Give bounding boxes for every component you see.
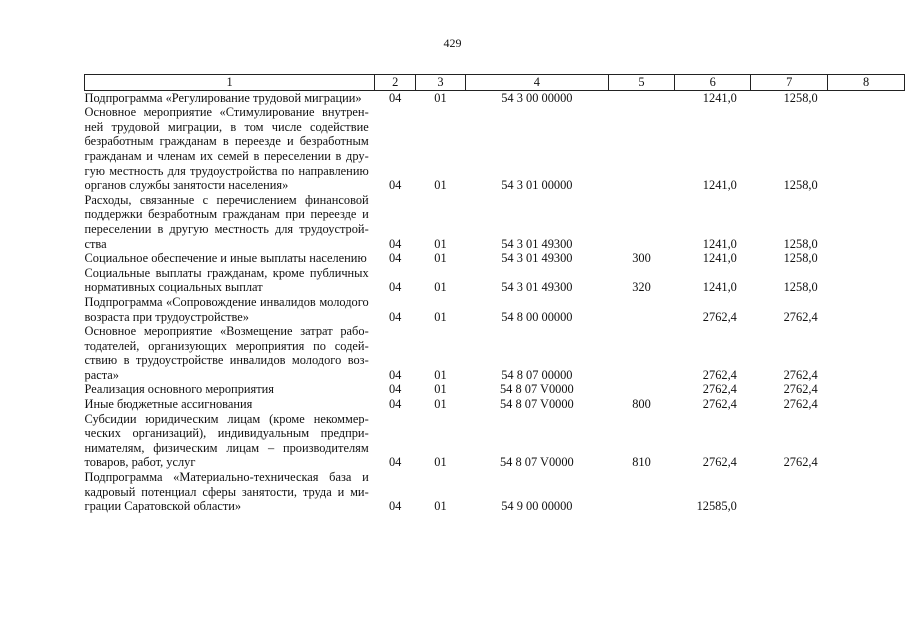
cell-expense-type: 300 [632, 251, 651, 266]
cell-amount-col7: 2762,4 [783, 367, 818, 382]
cell-amount-col7: 1258,0 [783, 90, 818, 105]
cell-section: 04 [388, 455, 402, 470]
row-description: Субсидии юридическим лицам (кроме некоммерческих организаций), индивидуальным предпринимателям, физическим лицам – производителям товаров, работ, услуг [84, 411, 369, 470]
cell-amount-col7: 1258,0 [783, 251, 818, 266]
row-description: Реализация основного мероприятия [84, 382, 274, 397]
page-number: 429 [443, 36, 462, 50]
cell-amount-col6: 2762,4 [702, 382, 737, 397]
cell-target-article: 54 8 07 V0000 [499, 397, 574, 412]
row-description: Основное мероприятие «Возмещение затрат работодателей, организующих мероприятия по содействию в трудоустройстве инвалидов молодого возраста» [84, 324, 369, 382]
cell-amount-col8 [828, 324, 905, 382]
cell-section: 04 [388, 367, 402, 382]
cell-expense-type [608, 295, 674, 324]
cell-subsection: 01 [434, 280, 447, 295]
cell-amount-col7: 1258,0 [783, 236, 818, 251]
cell-section: 04 [388, 397, 402, 412]
cell-target-article: 54 3 01 49300 [501, 251, 573, 266]
cell-target-article: 54 3 01 49300 [501, 280, 573, 295]
table-row [85, 105, 905, 193]
cell-expense-type: 800 [632, 397, 651, 412]
cell-section: 04 [388, 236, 402, 251]
cell-amount-col6: 2762,4 [702, 309, 737, 324]
cell-amount-col8 [828, 266, 905, 295]
cell-section: 04 [388, 90, 402, 105]
row-description: Расходы, связанные с перечислением финансовой поддержки безработным гражданам при переезде и переселении в другую местность для трудоустройства [84, 192, 369, 251]
cell-subsection: 01 [434, 90, 447, 105]
cell-subsection: 01 [434, 397, 447, 412]
cell-subsection: 01 [434, 367, 447, 382]
cell-amount-col6: 1241,0 [702, 90, 737, 105]
cell-amount-col6: 1241,0 [702, 178, 737, 193]
row-description: Социальное обеспечение и иные выплаты населению [84, 251, 367, 266]
cell-amount-col6: 1241,0 [702, 236, 737, 251]
column-header: 2 [375, 75, 416, 91]
column-header: 8 [828, 75, 905, 91]
table-row [85, 251, 905, 266]
row-description: Подпрограмма «Регулирование трудовой миграции» [84, 90, 362, 105]
cell-target-article: 54 8 07 V0000 [499, 382, 574, 397]
cell-amount-col6: 12585,0 [696, 499, 737, 514]
cell-amount-col7: 2762,4 [783, 309, 818, 324]
cell-expense-type [608, 470, 674, 514]
cell-amount-col7: 2762,4 [783, 455, 818, 470]
cell-amount-col6: 1241,0 [702, 280, 737, 295]
cell-amount-col8 [828, 251, 905, 266]
table-row [85, 470, 905, 514]
cell-expense-type [608, 382, 674, 397]
cell-amount-col8 [828, 397, 905, 412]
cell-expense-type [608, 193, 674, 251]
column-header: 1 [85, 75, 375, 91]
cell-subsection: 01 [434, 499, 447, 514]
cell-amount-col7: 2762,4 [783, 382, 818, 397]
cell-amount-col7: 2762,4 [783, 397, 818, 412]
cell-target-article: 54 9 00 00000 [501, 499, 573, 514]
cell-amount-col8 [828, 295, 905, 324]
cell-target-article: 54 8 07 00000 [501, 367, 573, 382]
cell-section: 04 [388, 280, 402, 295]
cell-amount-col6: 1241,0 [702, 251, 737, 266]
cell-target-article: 54 8 00 00000 [501, 309, 573, 324]
cell-subsection: 01 [434, 455, 447, 470]
cell-section: 04 [388, 499, 402, 514]
column-header: 3 [416, 75, 466, 91]
column-header: 4 [465, 75, 608, 91]
cell-amount-col6: 2762,4 [702, 397, 737, 412]
cell-expense-type: 810 [632, 455, 651, 470]
table-row [85, 266, 905, 295]
table-header-row [85, 75, 905, 91]
cell-expense-type [608, 105, 674, 193]
table-row [85, 295, 905, 324]
table-row [85, 324, 905, 382]
table-row [85, 382, 905, 397]
column-header: 7 [751, 75, 828, 91]
table-row [85, 90, 905, 105]
row-description: Подпрограмма «Сопровождение инвалидов молодого возраста при трудоустройстве» [84, 294, 369, 324]
cell-expense-type [608, 90, 674, 105]
cell-expense-type: 320 [632, 280, 651, 295]
cell-expense-type [608, 324, 674, 382]
cell-amount-col8 [828, 193, 905, 251]
cell-amount-col8 [828, 382, 905, 397]
cell-section: 04 [388, 382, 402, 397]
cell-section: 04 [388, 309, 402, 324]
cell-amount-col6: 2762,4 [702, 455, 737, 470]
cell-amount-col8 [828, 470, 905, 514]
row-description: Подпрограмма «Материально-техническая база и кадровый потенциал сферы занятости, труда и миграции Саратовской области» [84, 470, 369, 514]
row-description: Социальные выплаты гражданам, кроме публичных нормативных социальных выплат [84, 265, 369, 295]
cell-amount-col7: 1258,0 [783, 178, 818, 193]
table-row [85, 397, 905, 412]
cell-amount-col8 [828, 412, 905, 470]
cell-target-article: 54 3 00 00000 [501, 90, 573, 105]
row-description: Основное мероприятие «Стимулирование внутренней трудовой миграции, в том числе содействие безработным гражданам в переезде и безработным гражданам и членам их семей в переселении в другую местность для трудоустройства по направлению органов службы занятости населения» [84, 105, 369, 193]
row-description: Иные бюджетные ассигнования [84, 397, 253, 412]
cell-section: 04 [388, 178, 402, 193]
column-header: 5 [608, 75, 674, 91]
cell-amount-col8 [828, 90, 905, 105]
cell-amount-col8 [828, 105, 905, 193]
cell-amount-col6: 2762,4 [702, 367, 737, 382]
cell-target-article: 54 3 01 49300 [501, 236, 573, 251]
cell-target-article: 54 8 07 V0000 [499, 455, 574, 470]
cell-subsection: 01 [434, 382, 447, 397]
cell-subsection: 01 [434, 251, 447, 266]
cell-subsection: 01 [434, 236, 447, 251]
budget-table [84, 74, 905, 514]
table-row [85, 193, 905, 251]
table-row [85, 412, 905, 470]
cell-amount-col7 [751, 470, 828, 514]
cell-section: 04 [388, 251, 402, 266]
cell-subsection: 01 [434, 178, 447, 193]
cell-subsection: 01 [434, 309, 447, 324]
column-header: 6 [675, 75, 751, 91]
cell-target-article: 54 3 01 00000 [501, 178, 573, 193]
cell-amount-col7: 1258,0 [783, 280, 818, 295]
